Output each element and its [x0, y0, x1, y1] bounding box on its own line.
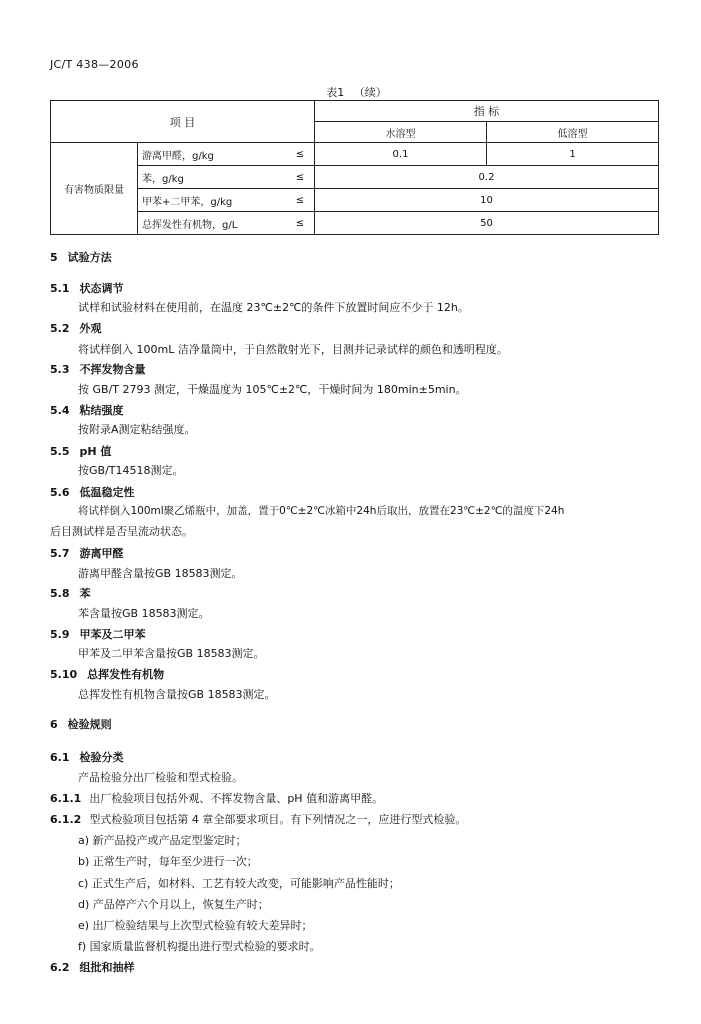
- section-5-4-text: 按附录A测定粘结强度。: [78, 423, 196, 436]
- list-item: b) 正常生产时，每年至少进行一次；: [78, 855, 258, 868]
- section-5-8-text: 苯含量按GB 18583测定。: [78, 607, 210, 620]
- list-item: f) 国家质量监督机构提出进行型式检验的要求时。: [78, 940, 321, 953]
- section-title: 外观: [79, 322, 102, 335]
- row-operator: ≤: [286, 166, 315, 189]
- table-row: [51, 143, 659, 166]
- section-number: 5: [50, 251, 58, 264]
- table-caption-continued: （续）: [353, 86, 387, 99]
- row-value-type-1: 0.1: [315, 143, 487, 166]
- section-5-3-heading: [50, 361, 146, 377]
- header-indicator: 指 标: [315, 101, 659, 122]
- section-6-2-heading: [50, 959, 135, 975]
- section-title: 状态调节: [79, 282, 124, 295]
- row-value: 50: [315, 212, 659, 235]
- section-6-heading: [50, 716, 112, 732]
- section-title: 检验规则: [67, 718, 112, 731]
- section-number: 5.2: [50, 322, 70, 335]
- section-title: pH 值: [79, 445, 112, 458]
- section-5-1-text: 试样和试验材料在使用前，在温度 23℃±2℃的条件下放置时间应不少于 12h。: [78, 301, 469, 314]
- section-5-6-text-line-2: 后目测试样是否呈流动状态。: [50, 525, 193, 538]
- section-text: 型式检验项目包括第 4 章全部要求项目。有下列情况之一，应进行型式检验。: [89, 813, 467, 826]
- section-5-heading: [50, 249, 112, 265]
- row-operator: ≤: [286, 143, 315, 166]
- header-type-1: 水溶型: [315, 122, 487, 143]
- section-title: 苯: [79, 587, 91, 600]
- section-5-1-heading: [50, 280, 124, 296]
- section-5-9-heading: [50, 626, 146, 642]
- row-name: 游离甲醛，g/kg: [138, 143, 287, 166]
- row-name: 苯，g/kg: [138, 166, 287, 189]
- section-title: 组批和抽样: [79, 961, 135, 974]
- section-number: 6.1.1: [50, 792, 82, 805]
- section-5-5-heading: [50, 443, 111, 459]
- section-5-7-text: 游离甲醛含量按GB 18583测定。: [78, 567, 243, 580]
- section-5-10-heading: [50, 666, 164, 682]
- section-5-4-heading: [50, 402, 124, 418]
- row-value: 0.2: [315, 166, 659, 189]
- section-number: 5.6: [50, 486, 70, 499]
- section-title: 游离甲醛: [79, 547, 124, 560]
- spec-table: [50, 100, 659, 235]
- table-row: [51, 166, 659, 189]
- section-number: 5.9: [50, 628, 70, 641]
- section-title: 粘结强度: [79, 404, 124, 417]
- section-5-3-text: 按 GB/T 2793 测定，干燥温度为 105℃±2℃，干燥时间为 180min±5min。: [78, 383, 467, 396]
- section-5-6-text-line-1: 将试样倒入100ml聚乙烯瓶中，加盖，置于0℃±2℃冰箱中24h后取出，放置在23℃±2℃的温度下24h: [78, 505, 565, 517]
- section-number: 6: [50, 718, 58, 731]
- table-caption: [0, 84, 701, 100]
- section-number: 5.3: [50, 363, 70, 376]
- section-5-2-text: 将试样倒入 100mL 洁净量筒中，于自然散射光下，目测并记录试样的颜色和透明程度。: [78, 343, 508, 356]
- document-code: JC/T 438—2006: [50, 58, 139, 71]
- table-caption-label: 表1: [326, 86, 345, 99]
- row-name: 甲苯+二甲苯，g/kg: [138, 189, 287, 212]
- section-5-9-text: 甲苯及二甲苯含量按GB 18583测定。: [78, 647, 265, 660]
- section-number: 6.2: [50, 961, 70, 974]
- section-5-8-heading: [50, 585, 91, 601]
- section-6-1-1: [50, 790, 383, 806]
- row-value-type-2: 1: [487, 143, 659, 166]
- section-number: 6.1.2: [50, 813, 82, 826]
- section-5-2-heading: [50, 320, 102, 336]
- section-5-7-heading: [50, 545, 124, 561]
- section-number: 5.1: [50, 282, 70, 295]
- section-6-1-2: [50, 811, 466, 827]
- group-label: 有害物质限量: [51, 143, 138, 235]
- section-number: 5.5: [50, 445, 70, 458]
- table-row: [51, 212, 659, 235]
- list-item: c) 正式生产后，如材料、工艺有较大改变，可能影响产品性能时；: [78, 877, 400, 890]
- section-number: 5.8: [50, 587, 70, 600]
- section-5-5-text: 按GB/T14518测定。: [78, 464, 184, 477]
- section-title: 试验方法: [67, 251, 112, 264]
- section-number: 5.4: [50, 404, 70, 417]
- list-item: e) 出厂检验结果与上次型式检验有较大差异时；: [78, 919, 313, 932]
- section-number: 5.10: [50, 668, 78, 681]
- section-title: 总挥发性有机物: [87, 668, 165, 681]
- row-value: 10: [315, 189, 659, 212]
- table-row: [51, 189, 659, 212]
- section-title: 不挥发物含量: [79, 363, 146, 376]
- section-title: 检验分类: [79, 751, 124, 764]
- section-5-6-heading: [50, 484, 135, 500]
- row-operator: ≤: [286, 212, 315, 235]
- list-item: d) 产品停产六个月以上，恢复生产时；: [78, 898, 269, 911]
- header-item: 项 目: [51, 101, 315, 143]
- section-6-1-text: 产品检验分出厂检验和型式检验。: [78, 771, 243, 784]
- section-title: 低温稳定性: [79, 486, 135, 499]
- section-6-1-heading: [50, 749, 124, 765]
- table-header-row: [51, 101, 659, 122]
- section-title: 甲苯及二甲苯: [79, 628, 146, 641]
- row-operator: ≤: [286, 189, 315, 212]
- header-type-2: 低溶型: [487, 122, 659, 143]
- section-5-10-text: 总挥发性有机物含量按GB 18583测定。: [78, 688, 276, 701]
- list-item: a) 新产品投产或产品定型鉴定时；: [78, 834, 247, 847]
- section-text: 出厂检验项目包括外观、不挥发物含量、pH 值和游离甲醛。: [89, 792, 384, 805]
- row-name: 总挥发性有机物，g/L: [138, 212, 287, 235]
- section-number: 5.7: [50, 547, 70, 560]
- section-number: 6.1: [50, 751, 70, 764]
